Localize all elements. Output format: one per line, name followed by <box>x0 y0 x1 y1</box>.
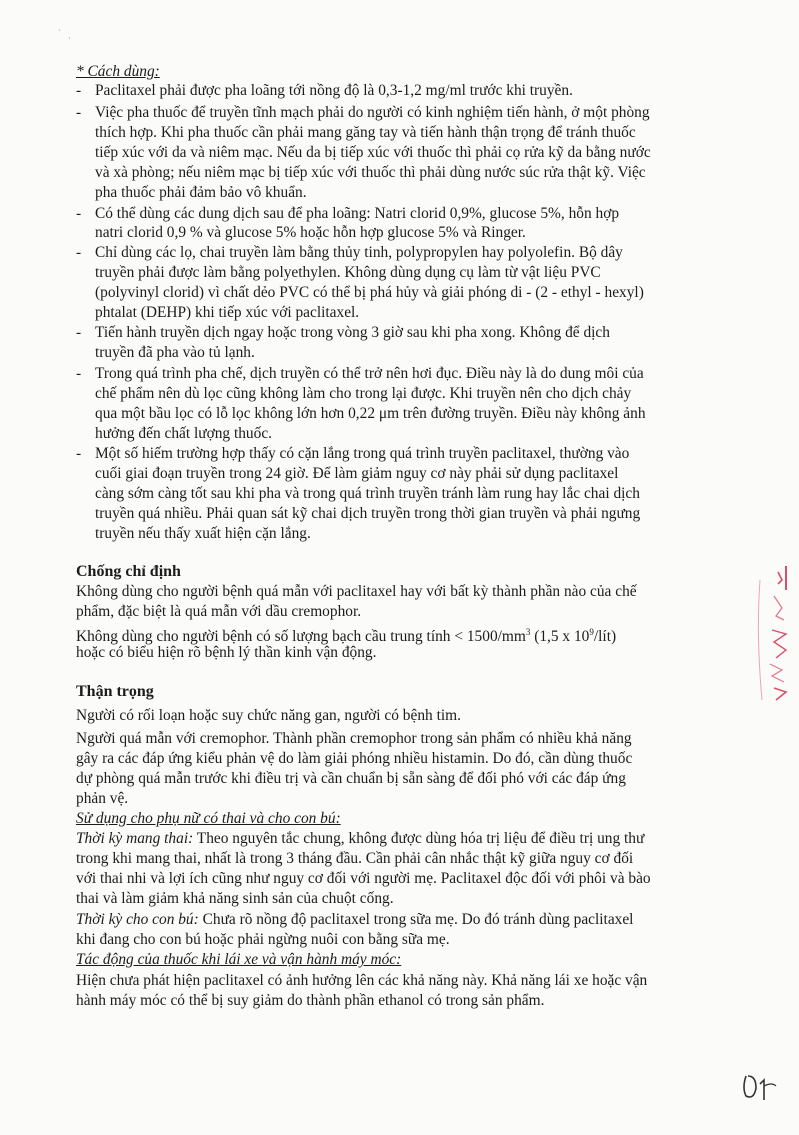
lactation-text: Chưa rõ nồng độ paclitaxel trong sữa mẹ. Do đó tránh dùng paclitaxel <box>198 911 634 928</box>
usage-line: chế phẩm nên dù lọc cũng không làm cho trong lại được. Khi truyền nên cho dịch chảy <box>95 385 632 402</box>
contra-text: (1,5 x 10 <box>530 628 590 646</box>
usage-line: tiếp xúc với da và niêm mạc. Nếu da bị tiếp xúc với thuốc thì phải cọ rửa kỹ da bằng nước <box>95 144 651 161</box>
pregnancy-label: Thời kỳ mang thai: <box>76 830 194 847</box>
usage-line: (polyvinyl clorid) vì chất dẻo PVC có thể bị phá hủy và giải phóng di - (2 - ethyl - hexyl) <box>95 284 644 301</box>
caution-line: Người quá mẫn với cremophor. Thành phần cremophor trong sản phẩm có nhiều khả năng <box>76 730 632 747</box>
lactation-line: khi đang cho con bú hoặc phải ngừng nuôi con bằng sữa mẹ. <box>76 931 450 948</box>
contra-line: Không dùng cho người bệnh quá mẫn với paclitaxel hay với bất kỳ thành phần nào của chế <box>76 583 637 600</box>
driving-line: hành máy móc có thể bị suy giảm do thành phần ethanol có trong sản phẩm. <box>76 992 545 1009</box>
pregnancy-subheading: Sử dụng cho phụ nữ có thai và cho con bú: <box>76 810 341 827</box>
usage-line: truyền đã pha vào tủ lạnh. <box>95 344 255 361</box>
usage-line: thích hợp. Khi pha thuốc cần phải mang găng tay và tiến hành thận trọng để tránh thuốc <box>95 124 636 141</box>
bullet-dash: - <box>76 205 82 222</box>
usage-line: và xà phòng; nếu niêm mạc bị tiếp xúc với thuốc thì phải dùng nước súc rửa thật kỹ. Việc <box>95 164 646 181</box>
caution-heading: Thận trọng <box>76 683 154 700</box>
usage-line: cuối giai đoạn truyền trong 24 giờ. Để làm giảm nguy cơ này phải sử dụng paclitaxel <box>95 465 619 482</box>
bullet-dash: - <box>76 365 82 382</box>
usage-line: pha thuốc phải đảm bảo vô khuẩn. <box>95 184 307 201</box>
pregnancy-line: với thai nhi và lợi ích cũng như nguy cơ đối với người mẹ. Paclitaxel độc đối với phôi và bào <box>76 870 651 887</box>
contraindications-heading: Chống chỉ định <box>76 563 181 580</box>
bullet-dash: - <box>76 445 82 462</box>
contra-line: phẩm, đặc biệt là quá mẫn với dầu cremophor. <box>76 603 362 620</box>
bullet-dash: - <box>76 104 82 121</box>
pregnancy-line: trong khi mang thai, nhất là trong 3 tháng đầu. Cần phải cân nhắc thật kỹ giữa nguy cơ đối <box>76 850 634 867</box>
superscript: 3 <box>525 627 531 637</box>
usage-line: Có thể dùng các dung dịch sau để pha loãng: Natri clorid 0,9%, glucose 5%, hỗn hợp <box>95 205 620 222</box>
usage-line: càng sớm càng tốt sau khi pha và trong quá trình truyền tránh làm rung hay lắc chai dịch <box>95 485 640 502</box>
red-margin-stamp-icon <box>752 560 796 710</box>
usage-line: Một số hiếm trường hợp thấy có cặn lắng trong quá trình truyền paclitaxel, thường vào <box>95 445 630 462</box>
bullet-dash: - <box>76 82 82 99</box>
usage-line: truyền nếu thấy xuất hiện cặn lắng. <box>95 525 311 542</box>
caution-line: Người có rối loạn hoặc suy chức năng gan, người có bệnh tim. <box>76 707 461 724</box>
pregnancy-line: thai và làm giảm khả năng sinh sản của chuột cống. <box>76 890 394 907</box>
handwritten-page-mark-icon <box>738 1068 782 1104</box>
usage-line: Trong quá trình pha chế, dịch truyền có thể trở nên hơi đục. Điều này là do dung môi của <box>95 365 644 382</box>
contra-text: Không dùng cho người bệnh có số lượng bạch cầu trung tính < 1500/mm <box>76 628 526 646</box>
usage-line: truyền phải được làm bằng polyethylen. Không dùng dụng cụ làm từ vật liệu PVC <box>95 264 601 281</box>
usage-line: Tiến hành truyền dịch ngay hoặc trong vòng 3 giờ sau khi pha xong. Không để dịch <box>95 324 610 341</box>
driving-subheading: Tác động của thuốc khi lái xe và vận hành máy móc: <box>76 951 402 968</box>
usage-line: Việc pha thuốc để truyền tĩnh mạch phải do người có kinh nghiệm tiến hành, ở một phòng <box>95 104 650 121</box>
caution-line: dự phòng quá mẫn trước khi điều trị và cần chuẩn bị sẵn sàng để đối phó với các đáp ứng <box>76 770 626 787</box>
lactation-label: Thời kỳ cho con bú: <box>76 911 199 928</box>
contra-line: hoặc có biểu hiện rõ bệnh lý thần kinh vận động. <box>76 644 377 661</box>
usage-line: natri clorid 0,9 % và glucose 5% hoặc hỗn hợp glucose 5% và Ringer. <box>95 224 526 241</box>
usage-line: qua một bầu lọc có lỗ lọc không lớn hơn 0,22 μm trên đường truyền. Điều này không ảnh <box>95 405 646 422</box>
contra-text: /lít) <box>593 628 617 646</box>
usage-line: hưởng đến chất lượng thuốc. <box>95 425 272 442</box>
superscript: 9 <box>589 627 594 637</box>
caution-line: gây ra các đáp ứng kiểu phản vệ do làm giải phóng nhiều histamin. Do đó, cần dùng thuốc <box>76 750 633 767</box>
usage-line: phtalat (DEHP) khi tiếp xúc với paclitaxel. <box>95 304 360 321</box>
usage-line: Paclitaxel phải được pha loãng tới nồng độ là 0,3-1,2 mg/ml trước khi truyền. <box>95 82 573 99</box>
pregnancy-text: Theo nguyên tắc chung, không được dùng hóa trị liệu để điều trị ung thư <box>193 830 645 847</box>
bullet-dash: - <box>76 324 82 341</box>
usage-line: truyền quá nhiều. Phải quan sát kỹ chai dịch truyền trong thời gian truyền và phải ngưng <box>95 505 641 522</box>
scan-speck: · <box>68 33 71 43</box>
usage-line: Chỉ dùng các lọ, chai truyền làm bằng thủy tinh, polypropylen hay polyolefin. Bộ dây <box>95 244 623 261</box>
pregnancy-line <box>76 829 644 848</box>
bullet-dash: - <box>76 244 82 261</box>
caution-line: phản vệ. <box>76 790 129 807</box>
lactation-line <box>76 910 633 929</box>
usage-heading: * Cách dùng: <box>76 63 160 80</box>
driving-line: Hiện chưa phát hiện paclitaxel có ảnh hưởng lên các khả năng này. Khả năng lái xe hoặc vận <box>76 972 648 989</box>
scan-speck: ` <box>58 28 61 38</box>
